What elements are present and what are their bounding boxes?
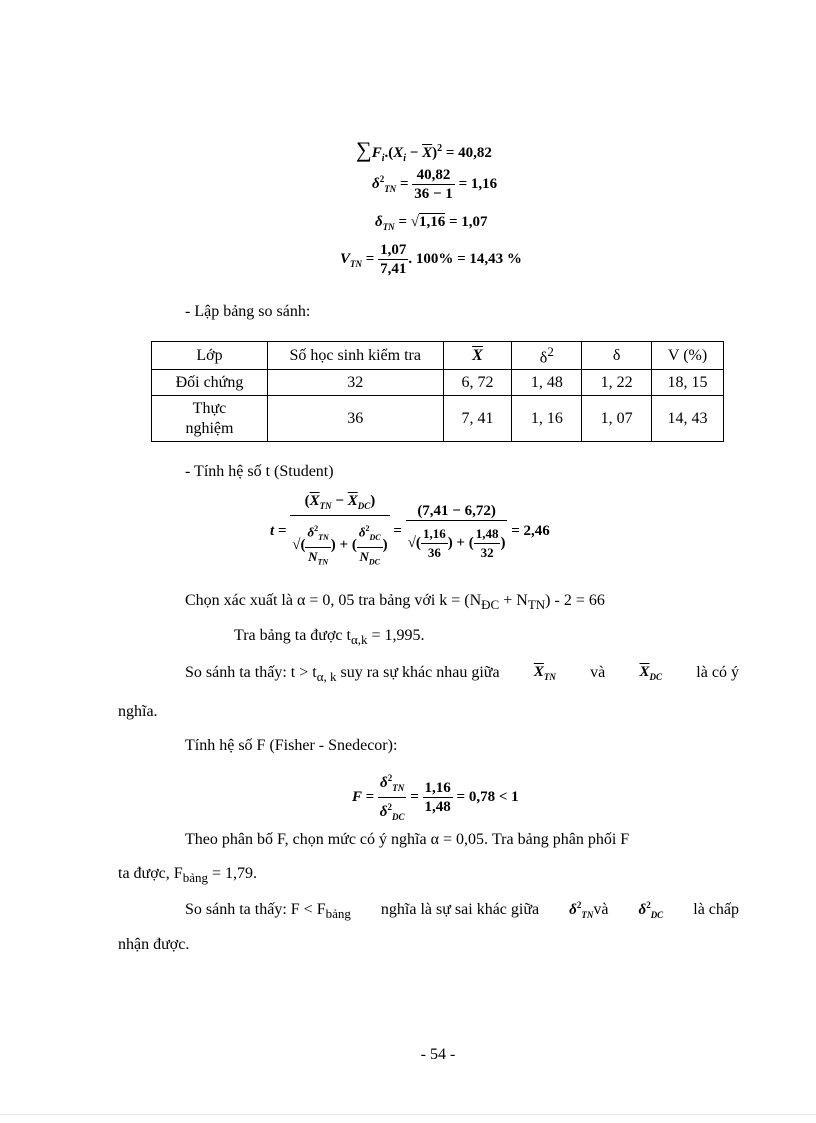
- paragraph-t-compare: So sánh ta thấy: $t > t_{\alpha, k}$ suy ra sự khác nhau giữa $\overline{X}_{TN}$ và $\overline{X}_{DC}$ là có ý: [185, 664, 739, 685]
- table-cell: 7, 41: [443, 396, 512, 442]
- table-header-row: [152, 342, 724, 370]
- paragraph-f-distribution: Theo phân bố F, chọn mức có ý nghĩa α = 0,05. Tra bảng phân phối F: [185, 831, 630, 848]
- formula-f-fisher: F = $\frac{\delta^2_{TN}}{\delta^2_{DC}}$ = $\frac{1,16}{1,48}$ = 0,78 < 1: [352, 769, 519, 826]
- paragraph-t-compare-end: nghĩa.: [118, 703, 158, 720]
- paragraph-alpha: Chọn xác xuất là α = 0, 05 tra bảng với $k = (N_{ĐC} + N_{TN}) - 2 = 66$: [185, 592, 605, 613]
- formula-t-student: t = $(\overline{X}_{TN} - \overline{X}_{DC})$ √( $\frac{\delta^2_{TN}}{N_{TN}}$ ) + ( $\frac{\delta^2_{DC}}{N_{DC}}$ ) = (7,41 − 6,72) √( $\frac{1,16}{36}$ ) + ( $\frac{1,48}{32}$ ) = 2,46: [270, 493, 550, 567]
- table-cell: 1, 16: [512, 396, 582, 442]
- header-cell: Số học sinh kiểm tra: [267, 342, 443, 370]
- table-cell: 14, 43: [652, 396, 724, 442]
- header-cell: $\overline{X}$: [443, 342, 512, 370]
- paragraph-f-value: ta được, $F_{bảng} = 1,79$.: [118, 865, 257, 886]
- header-cell: Lớp: [152, 342, 268, 370]
- paragraph-f-compare: So sánh ta thấy: $F < F_{bảng}$ nghĩa là sự sai khác giữa $\delta^2_{TN}và$ $\delta^2_{DC}$ là chấp: [185, 900, 739, 922]
- paragraph-f-heading: Tính hệ số F (Fisher - Snedecor):: [185, 737, 398, 754]
- formula-coefficient-variation: $V_{TN}$ = $\frac{1,07}{7,41}$ . 100% = 14,43 %: [340, 242, 522, 277]
- header-cell: $\delta^2$: [512, 342, 582, 370]
- page-bottom-divider: [0, 1114, 816, 1115]
- table-cell: Thực nghiệm: [152, 396, 268, 442]
- formula-sum-squares: $\sum F_i.(X_i - \overline{X})^2 = 40,82$: [356, 137, 492, 164]
- table-cell: 1, 48: [512, 370, 582, 396]
- header-cell: V (%): [652, 342, 724, 370]
- table-cell: 18, 15: [652, 370, 724, 396]
- table-cell: 1, 07: [582, 396, 652, 442]
- table-cell: 32: [267, 370, 443, 396]
- table-cell: 6, 72: [443, 370, 512, 396]
- comparison-table: [151, 341, 724, 442]
- table-cell: 36: [267, 396, 443, 442]
- paragraph-t-table: Tra bảng ta được $t_{\alpha,k} = 1,995$.: [234, 627, 425, 648]
- formula-variance: $\delta^2_{TN}$ = $\frac{40,82}{36 - 1}$ = 1,16: [372, 167, 498, 202]
- table-row: [152, 396, 724, 442]
- table-cell: 1, 22: [582, 370, 652, 396]
- header-cell: δ: [582, 342, 652, 370]
- page-number: - 54 -: [420, 1046, 456, 1063]
- formula-std-dev: $\delta_{TN} = √1,16 = 1,07$: [375, 214, 488, 232]
- section-compare-heading: - Lập bảng so sánh:: [185, 303, 311, 320]
- section-t-heading: - Tính hệ số t (Student): [185, 463, 334, 480]
- table-row: [152, 370, 724, 396]
- table-cell: Đối chứng: [152, 370, 268, 396]
- paragraph-f-compare-end: nhận được.: [118, 936, 190, 953]
